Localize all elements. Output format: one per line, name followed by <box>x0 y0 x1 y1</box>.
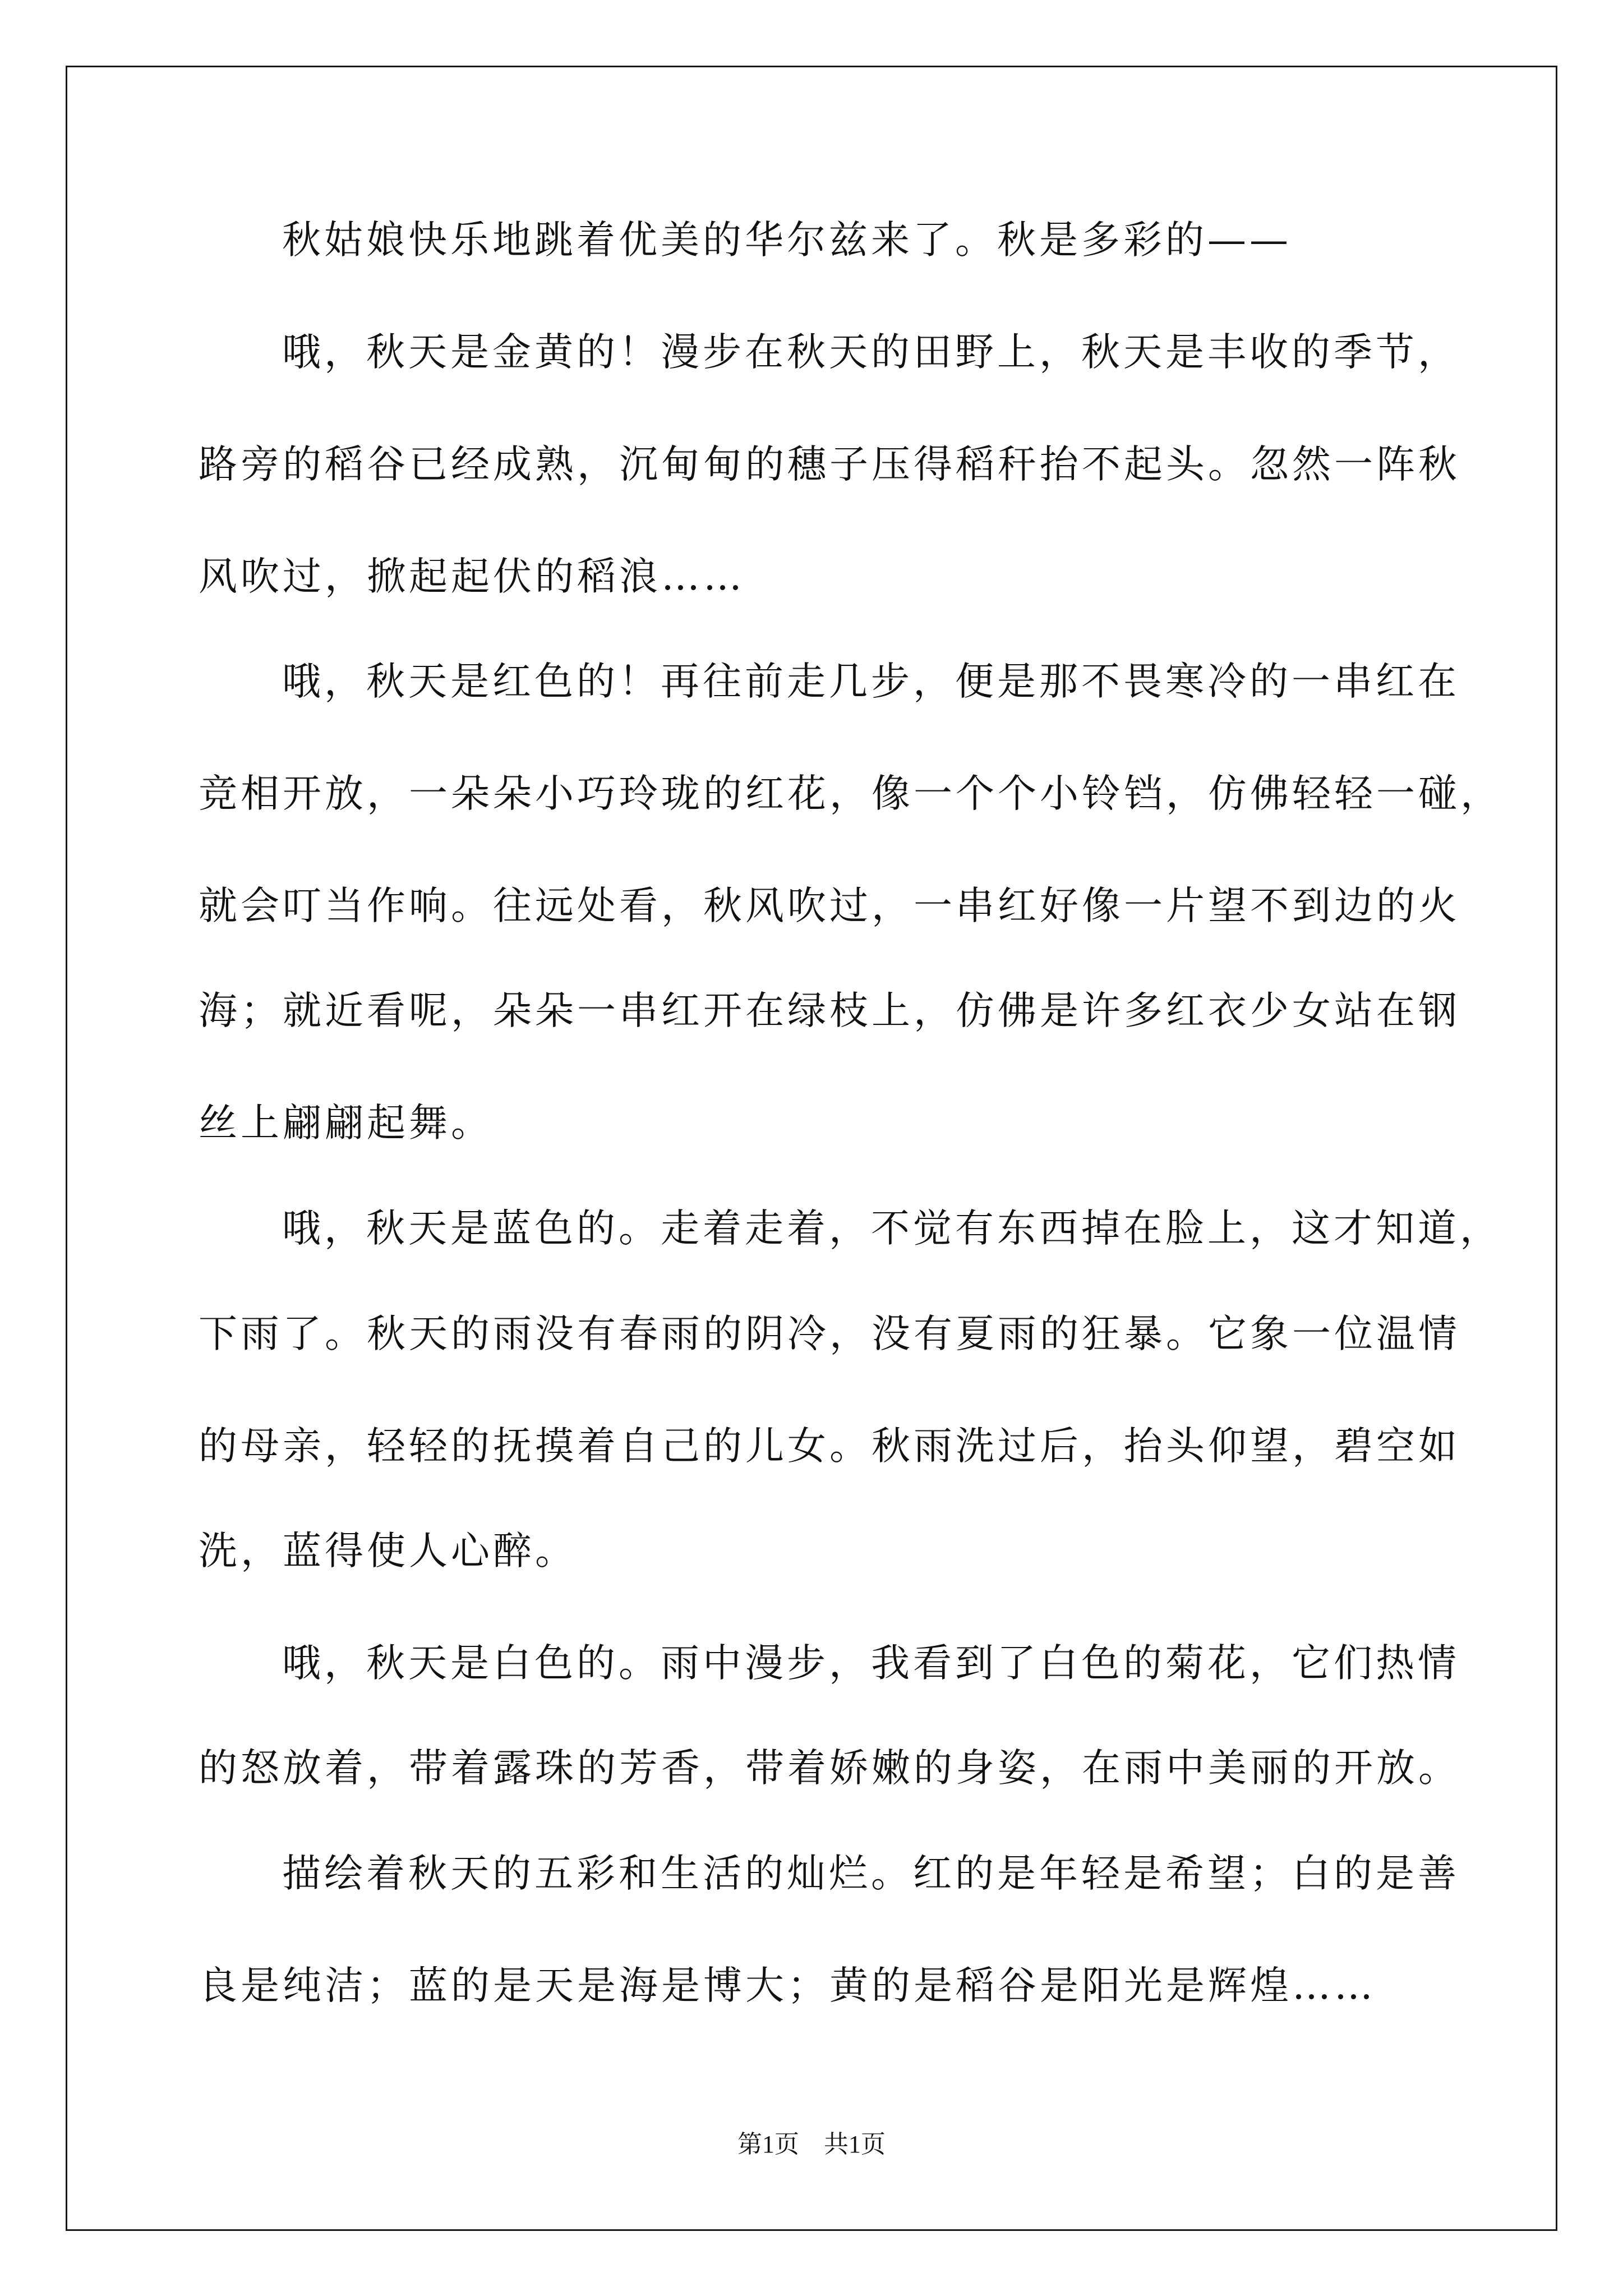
paragraph-1-line-1: 秋姑娘快乐地跳着优美的华尔兹来了。秋是多彩的—— <box>282 218 1292 263</box>
paragraph-2-line-1: 哦，秋天是金黄的！漫步在秋天的田野上，秋天是丰收的季节， <box>282 330 1460 375</box>
paragraph-4-line-2: 下雨了。秋天的雨没有春雨的阴冷，没有夏雨的狂暴。它象一位温情 <box>199 1312 1460 1356</box>
paragraph-6-line-1: 描绘着秋天的五彩和生活的灿烂。红的是年轻是希望；白的是善 <box>282 1851 1460 1896</box>
paragraph-5-line-2: 的怒放着，带着露珠的芳香，带着娇嫩的身姿，在雨中美丽的开放。 <box>199 1746 1460 1791</box>
paragraph-3-line-1: 哦，秋天是红色的！再往前走几步，便是那不畏寒冷的一串红在 <box>282 659 1460 704</box>
paragraph-3-line-2: 竞相开放，一朵朵小巧玲珑的红花，像一个个小铃铛，仿佛轻轻一碰， <box>199 771 1502 816</box>
paragraph-2-line-2: 路旁的稻谷已经成熟，沉甸甸的穗子压得稻秆抬不起头。忽然一阵秋 <box>199 442 1460 487</box>
paragraph-4-line-4: 洗，蓝得使人心醉。 <box>199 1529 577 1573</box>
paragraph-4-line-1: 哦，秋天是蓝色的。走着走着，不觉有东西掉在脸上，这才知道， <box>282 1206 1502 1251</box>
paragraph-6-line-2: 良是纯洁；蓝的是天是海是博大；黄的是稻谷是阳光是辉煌…… <box>199 1963 1376 2008</box>
page-number-footer: 第1页 共1页 <box>737 2131 886 2158</box>
paragraph-3-line-5: 丝上翩翩起舞。 <box>199 1101 493 1145</box>
paragraph-2-line-3: 风吹过，掀起起伏的稻浪…… <box>199 554 745 599</box>
paragraph-3-line-4: 海；就近看呢，朵朵一串红开在绿枝上，仿佛是许多红衣少女站在钢 <box>199 988 1460 1033</box>
paragraph-5-line-1: 哦，秋天是白色的。雨中漫步，我看到了白色的菊花，它们热情 <box>282 1641 1460 1686</box>
paragraph-3-line-3: 就会叮当作响。往远处看，秋风吹过，一串红好像一片望不到边的火 <box>199 884 1460 928</box>
paragraph-4-line-3: 的母亲，轻轻的抚摸着自己的儿女。秋雨洗过后，抬头仰望，碧空如 <box>199 1424 1460 1469</box>
